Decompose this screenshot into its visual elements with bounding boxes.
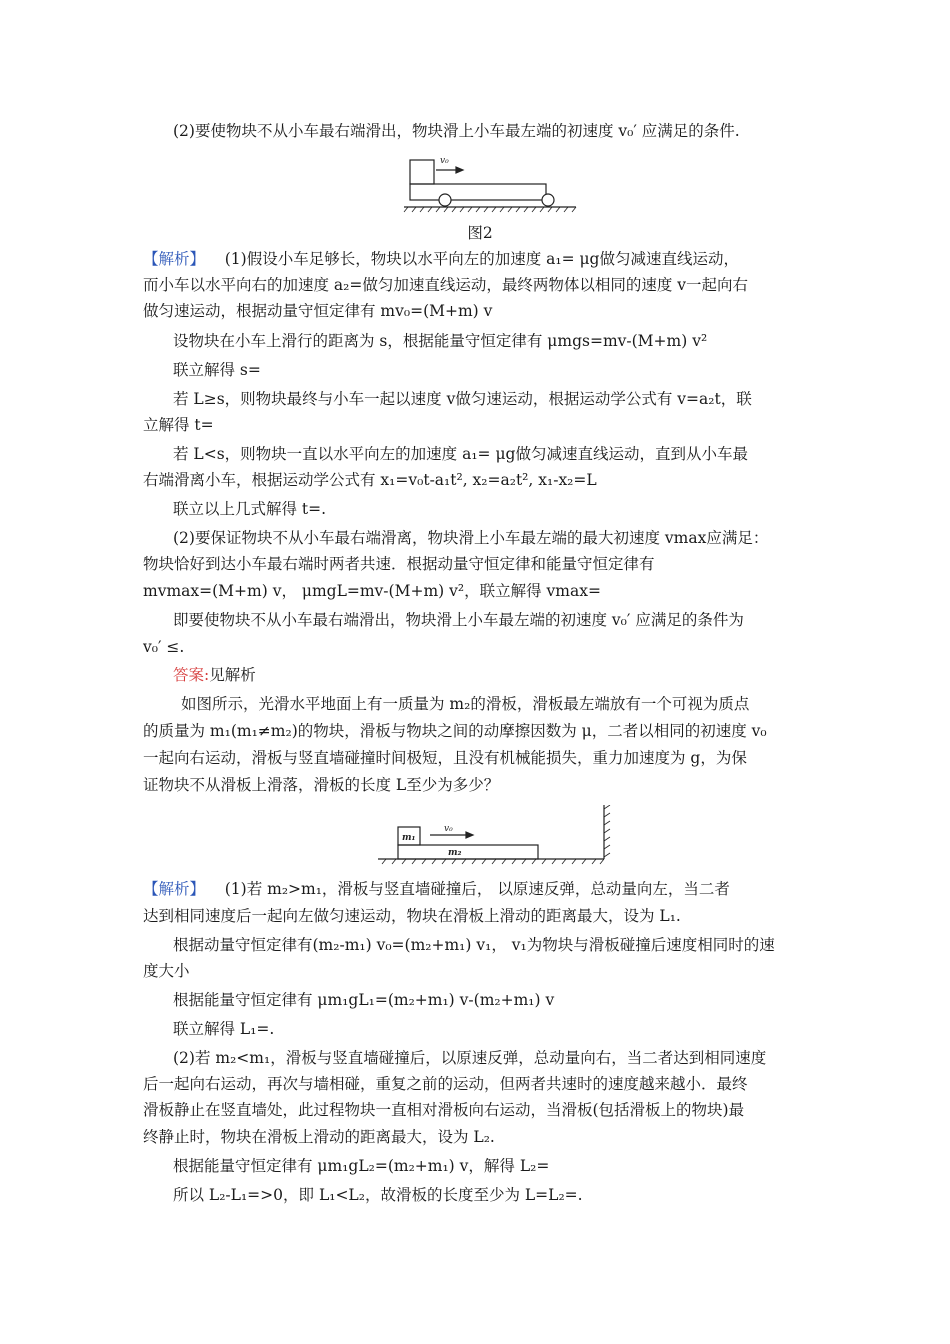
fig1-velocity-label: v₀: [440, 156, 449, 166]
text-line: (2)若 m₂<m₁，滑板与竖直墙碰撞后，以原速反弹，总动量向右，当二者达到相同速度: [173, 1049, 767, 1067]
text-line: 物块恰好到达小车最右端时两者共速．根据动量守恒定律和能量守恒定律有: [143, 555, 655, 573]
text-line: v₀′ ≤.: [143, 638, 185, 656]
analysis-line-2: 【解析】 (1)若 m₂>m₁，滑板与竖直墙碰撞后， 以原速反弹，总动量向左，当二者: [143, 880, 730, 898]
text-line: 根据动量守恒定律有(m₂-m₁) v₀=(m₂+m₁) v₁， v₁为物块与滑板碰撞后速度相同时的速: [173, 936, 775, 954]
text-line: 右端滑离小车，根据运动学公式有 x₁=v₀t-a₁t², x₂=a₂t², x₁-x₂=L: [143, 471, 597, 489]
text-line: 终静止时，物块在滑板上滑动的距离最大，设为 L₂.: [143, 1128, 495, 1146]
text-line: 联立解得 L₁=.: [173, 1020, 275, 1038]
fig2-m1-label: m₁: [402, 833, 416, 843]
fig2-velocity-label: v₀: [444, 824, 453, 834]
analysis-tag: 【解析】: [143, 880, 206, 898]
answer-tag: 答案:: [173, 666, 210, 684]
text-line: 滑板静止在竖直墙处，此过程物块一直相对滑板向右运动，当滑板(包括滑板上的物块)最: [143, 1101, 745, 1119]
question-part-2: (2)要使物块不从小车最右端滑出，物块滑上小车最左端的初速度 v₀′ 应满足的条件.: [173, 122, 740, 140]
text-line: 做匀速运动，根据动量守恒定律有 mv₀=(M+m) v: [143, 302, 493, 320]
fig2-m2-label: m₂: [448, 848, 462, 858]
figure-cart-block: [400, 150, 580, 216]
answer-line: 答案:见解析: [173, 666, 256, 684]
text-line: (2)要保证物块不从小车最右端滑离，物块滑上小车最左端的最大初速度 vmax应满足：: [173, 529, 769, 547]
text-line: 所以 L₂-L₁=>0，即 L₁<L₂，故滑板的长度至少为 L=L₂=.: [173, 1186, 583, 1204]
text-line: 立解得 t=: [143, 416, 214, 434]
analysis-tag: 【解析】: [143, 250, 206, 268]
text-line: 达到相同速度后一起向左做匀速运动，物块在滑板上滑动的距离最大，设为 L₁.: [143, 907, 681, 925]
problem-text: 的质量为 m₁(m₁≠m₂)的物块，滑板与物块之间的动摩擦因数为 μ，二者以相同的初速度 v₀: [143, 722, 767, 740]
text-line: 根据能量守恒定律有 μm₁gL₁=(m₂+m₁) v-(m₂+m₁) v: [173, 991, 555, 1009]
text-line: 根据能量守恒定律有 μm₁gL₂=(m₂+m₁) v，解得 L₂=: [173, 1157, 550, 1175]
problem-text: 一起向右运动，滑板与竖直墙碰撞时间极短，且没有机械能损失，重力加速度为 g，为保: [143, 749, 747, 767]
text-line: 后一起向右运动，再次与墙相碰，重复之前的运动，但两者共速时的速度越来越小．最终: [143, 1075, 748, 1093]
figure-2-caption: 图2: [467, 224, 493, 242]
text-line: 联立解得 s=: [173, 361, 261, 379]
text-line: 联立以上几式解得 t=.: [173, 500, 327, 518]
text-line: 度大小: [143, 962, 190, 980]
text-line: 即要使物块不从小车最右端滑出，物块滑上小车最左端的初速度 v₀′ 应满足的条件为: [173, 611, 744, 629]
analysis-line-1: 【解析】 (1)假设小车足够长，物块以水平向左的加速度 a₁= μg做匀减速直线运动，: [143, 250, 739, 268]
text-line: 若 L≥s，则物块最终与小车一起以速度 v做匀速运动，根据运动学公式有 v=a₂t，联: [173, 390, 752, 408]
text-line: 若 L<s，则物块一直以水平向左的加速度 a₁= μg做匀减速直线运动，直到从小车最: [173, 445, 748, 463]
figure-board-wall: [370, 805, 620, 869]
text-line: mvmax=(M+m) v， μmgL=mv-(M+m) v²，联立解得 vmax=: [143, 582, 601, 600]
problem-text: 如图所示，光滑水平地面上有一质量为 m₂的滑板，滑板最左端放有一个可视为质点: [181, 695, 750, 713]
problem-text: 证物块不从滑板上滑落，滑板的长度 L至少为多少？: [143, 776, 500, 794]
text-line: 而小车以水平向右的加速度 a₂=做匀加速直线运动，最终两物体以相同的速度 v一起向右: [143, 276, 749, 294]
text-line: 设物块在小车上滑行的距离为 s，根据能量守恒定律有 μmgs=mv-(M+m) v²: [173, 332, 708, 350]
